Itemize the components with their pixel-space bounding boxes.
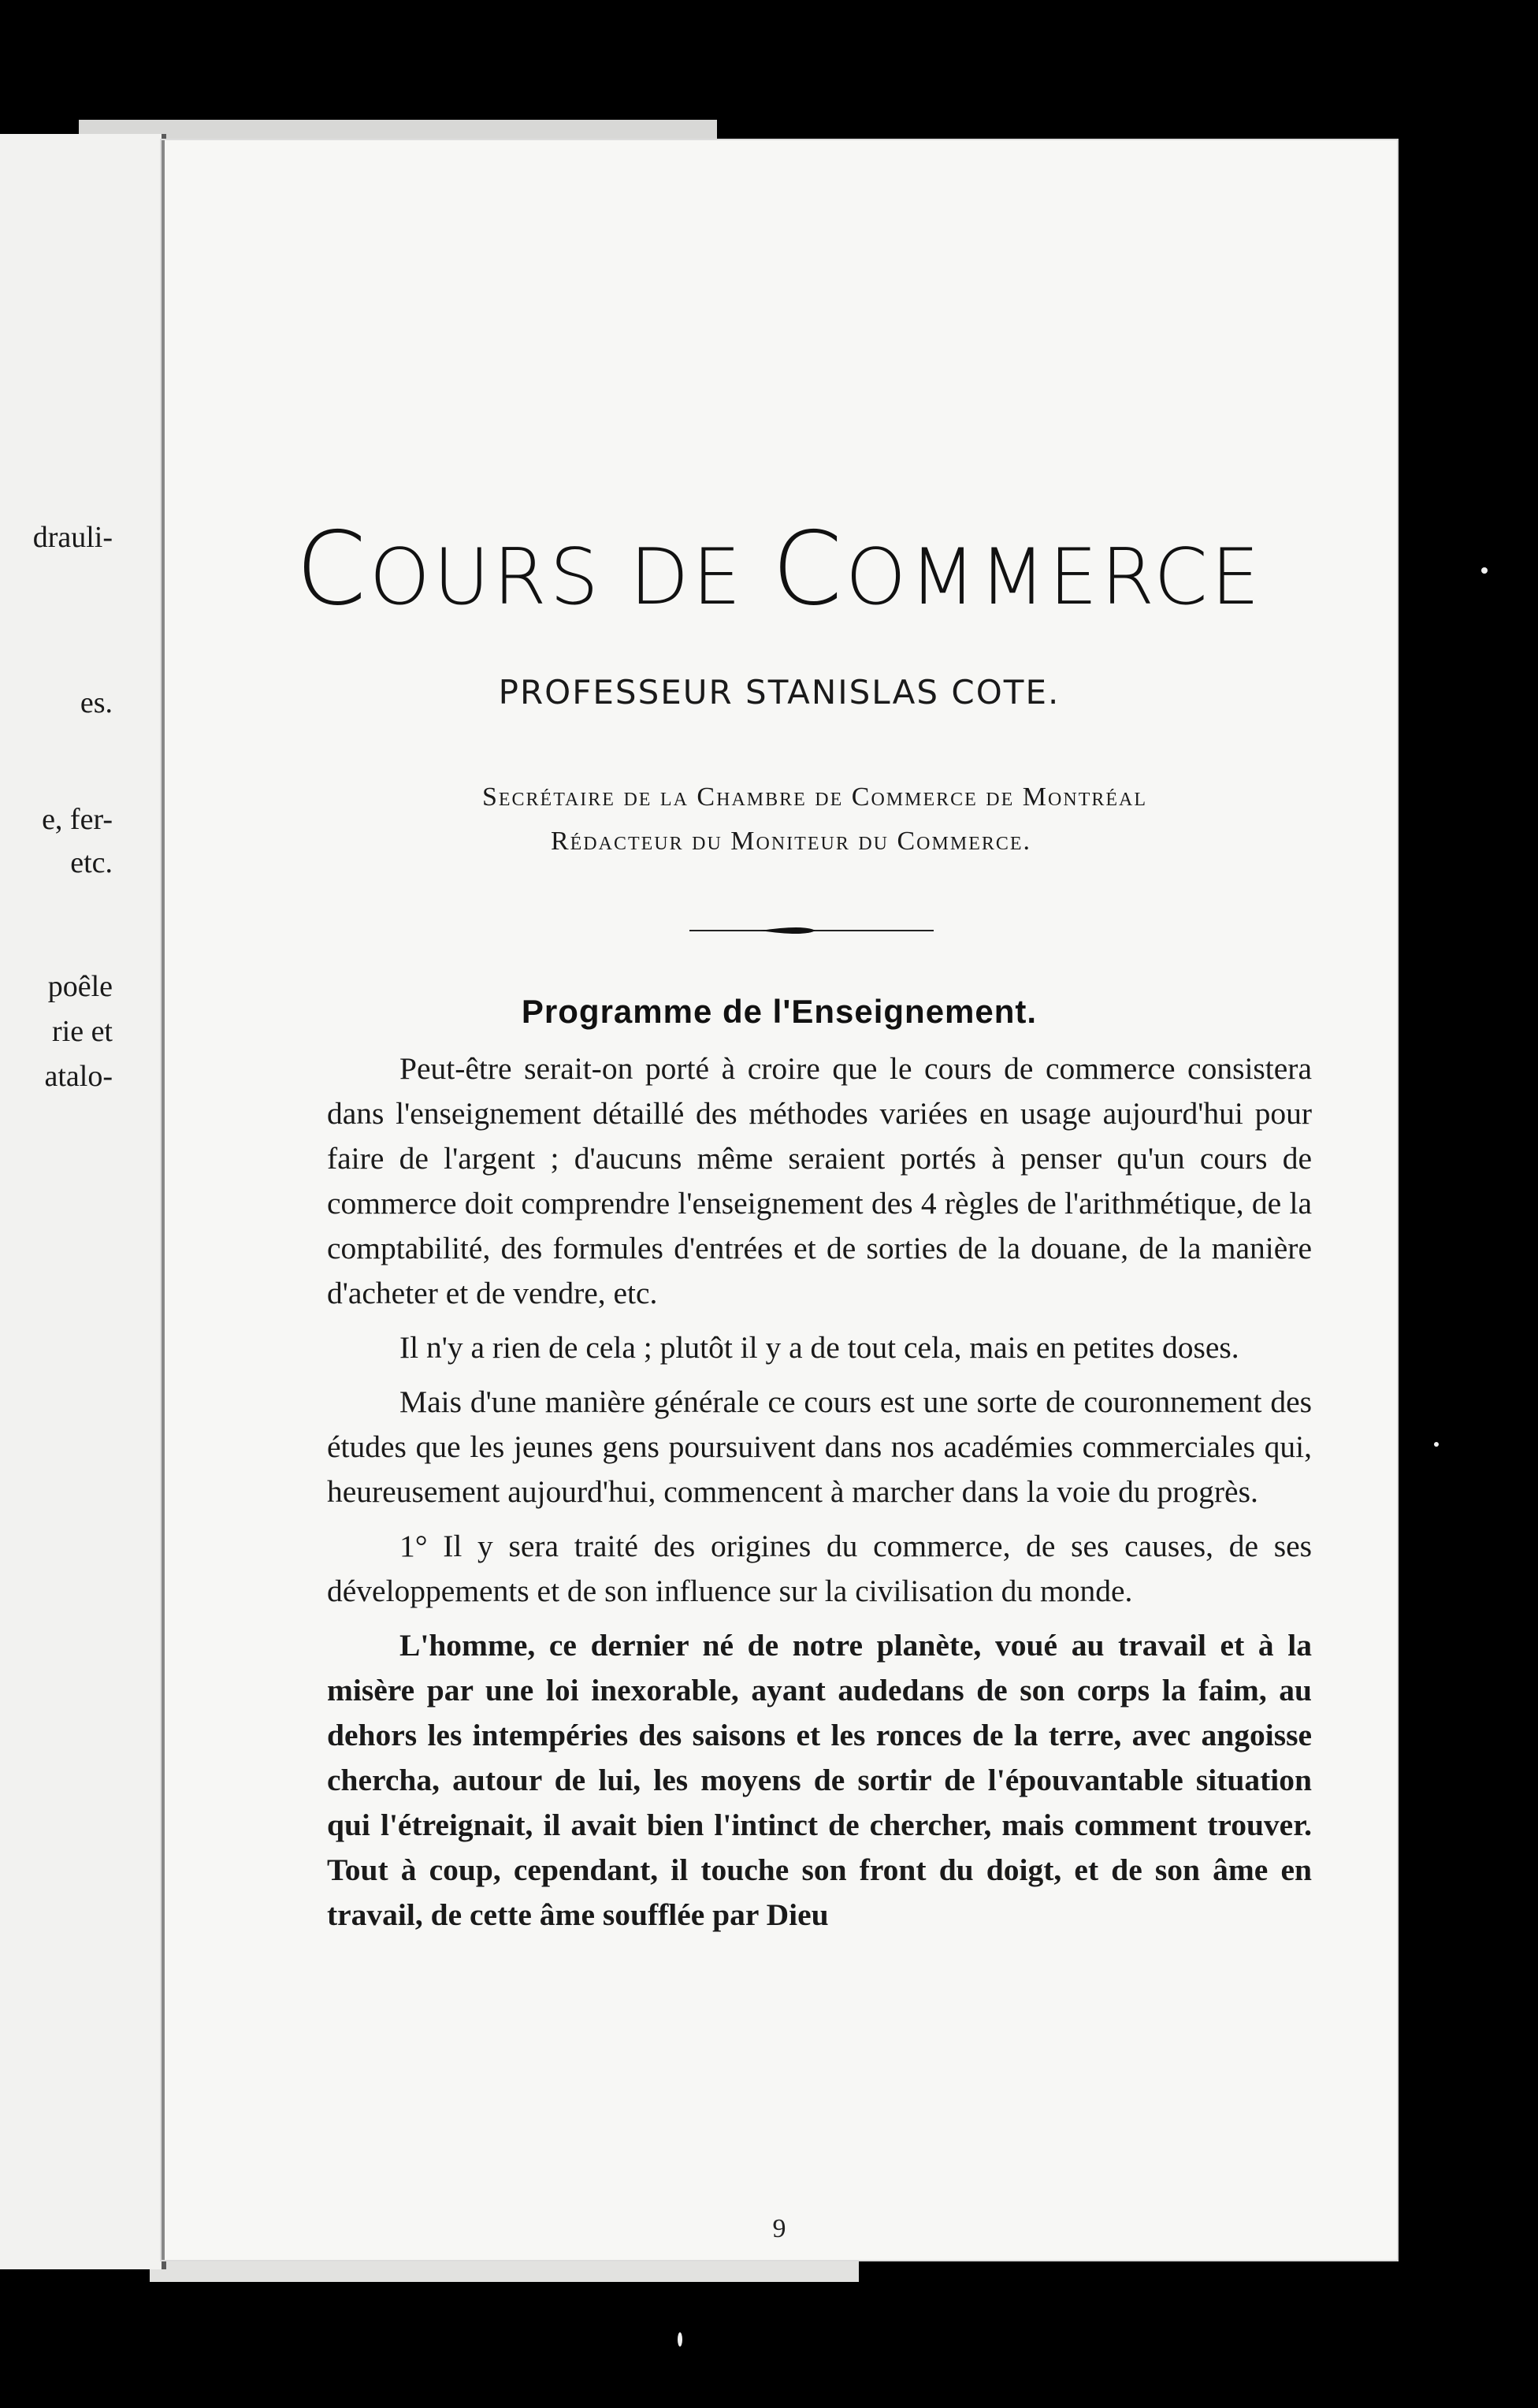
- left-page-fragment: drauli-: [32, 521, 113, 554]
- scan-speck: [1481, 567, 1488, 574]
- paragraph: Peut-être serait-on porté à croire que le cours de commerce consistera dans l'enseignement détaillé des méthodes variées en usage aujourd'hui pour faire de l'argent ; d'aucuns même seraient portés à penser qu'un cours de commerce doit comprendre l'enseignement des 4 règles de l'arithmétique, de la comptabilité, des formules d'entrées et de sorties de la douane, de la manière d'acheter et de vendre, etc.: [327, 1051, 1312, 1310]
- left-page-fragment: rie et: [51, 1015, 113, 1048]
- scan-speck: [678, 2332, 682, 2347]
- paragraph: L'homme, ce dernier né de notre planète, voué au travail et à la misère par une loi inexorable, ayant audedans de son corps la faim, au dehors les intempéries des saisons et les ronces de la terre, avec angoisse chercha, autour de lui, les moyens de sortir de l'épouvantable situation qui l'étreignait, il avait bien l'intinct de chercher, mais comment trouver. Tout à coup, cependant, il touche son front du doigt, et de son âme en travail, de cette âme soufflée par Dieu: [327, 1628, 1312, 1932]
- role-editor: Rédacteur du Moniteur du Commerce.: [550, 827, 1032, 856]
- page-title: [162, 511, 1397, 628]
- left-page-fragment: e, fer-: [42, 803, 113, 836]
- left-page-fragment: atalo-: [44, 1060, 113, 1093]
- title-initial: C: [295, 511, 370, 628]
- left-page-fragment: etc.: [70, 846, 113, 879]
- left-page-fragment: poêle: [47, 970, 113, 1003]
- divider-ornament: [689, 922, 934, 939]
- author-roles: [162, 775, 1397, 864]
- paragraph: 1° Il y sera traité des origines du commerce, de ses causes, de ses développements et de son influence sur la civilisation du monde.: [327, 1529, 1312, 1608]
- title-rest: OURS DE: [369, 533, 772, 622]
- scan-speck: [1434, 1442, 1439, 1447]
- right-page: [162, 140, 1397, 2260]
- page-number: 9: [772, 2214, 786, 2243]
- paragraph: Mais d'une manière générale ce cours est une sorte de couronnement des études que les jeunes gens poursuivent dans nos académies commerciales qui, heureusement aujourd'hui, commencent à marcher dans la voie du progrès.: [327, 1384, 1312, 1509]
- role-secretary: Secrétaire de la Chambre de Commerce de Montréal: [481, 782, 1148, 812]
- paragraph: Il n'y a rien de cela ; plutôt il y a de tout cela, mais en petites doses.: [399, 1330, 1239, 1365]
- body-text: [327, 1046, 1312, 1947]
- title-initial: C: [771, 511, 845, 628]
- left-page: [0, 134, 166, 2269]
- title-rest: OMMERCE: [845, 533, 1263, 622]
- section-heading: Programme de l'Enseignement.: [521, 993, 1038, 1030]
- professor-name: PROFESSEUR STANISLAS COTE.: [498, 673, 1061, 712]
- left-page-fragment: es.: [80, 686, 113, 719]
